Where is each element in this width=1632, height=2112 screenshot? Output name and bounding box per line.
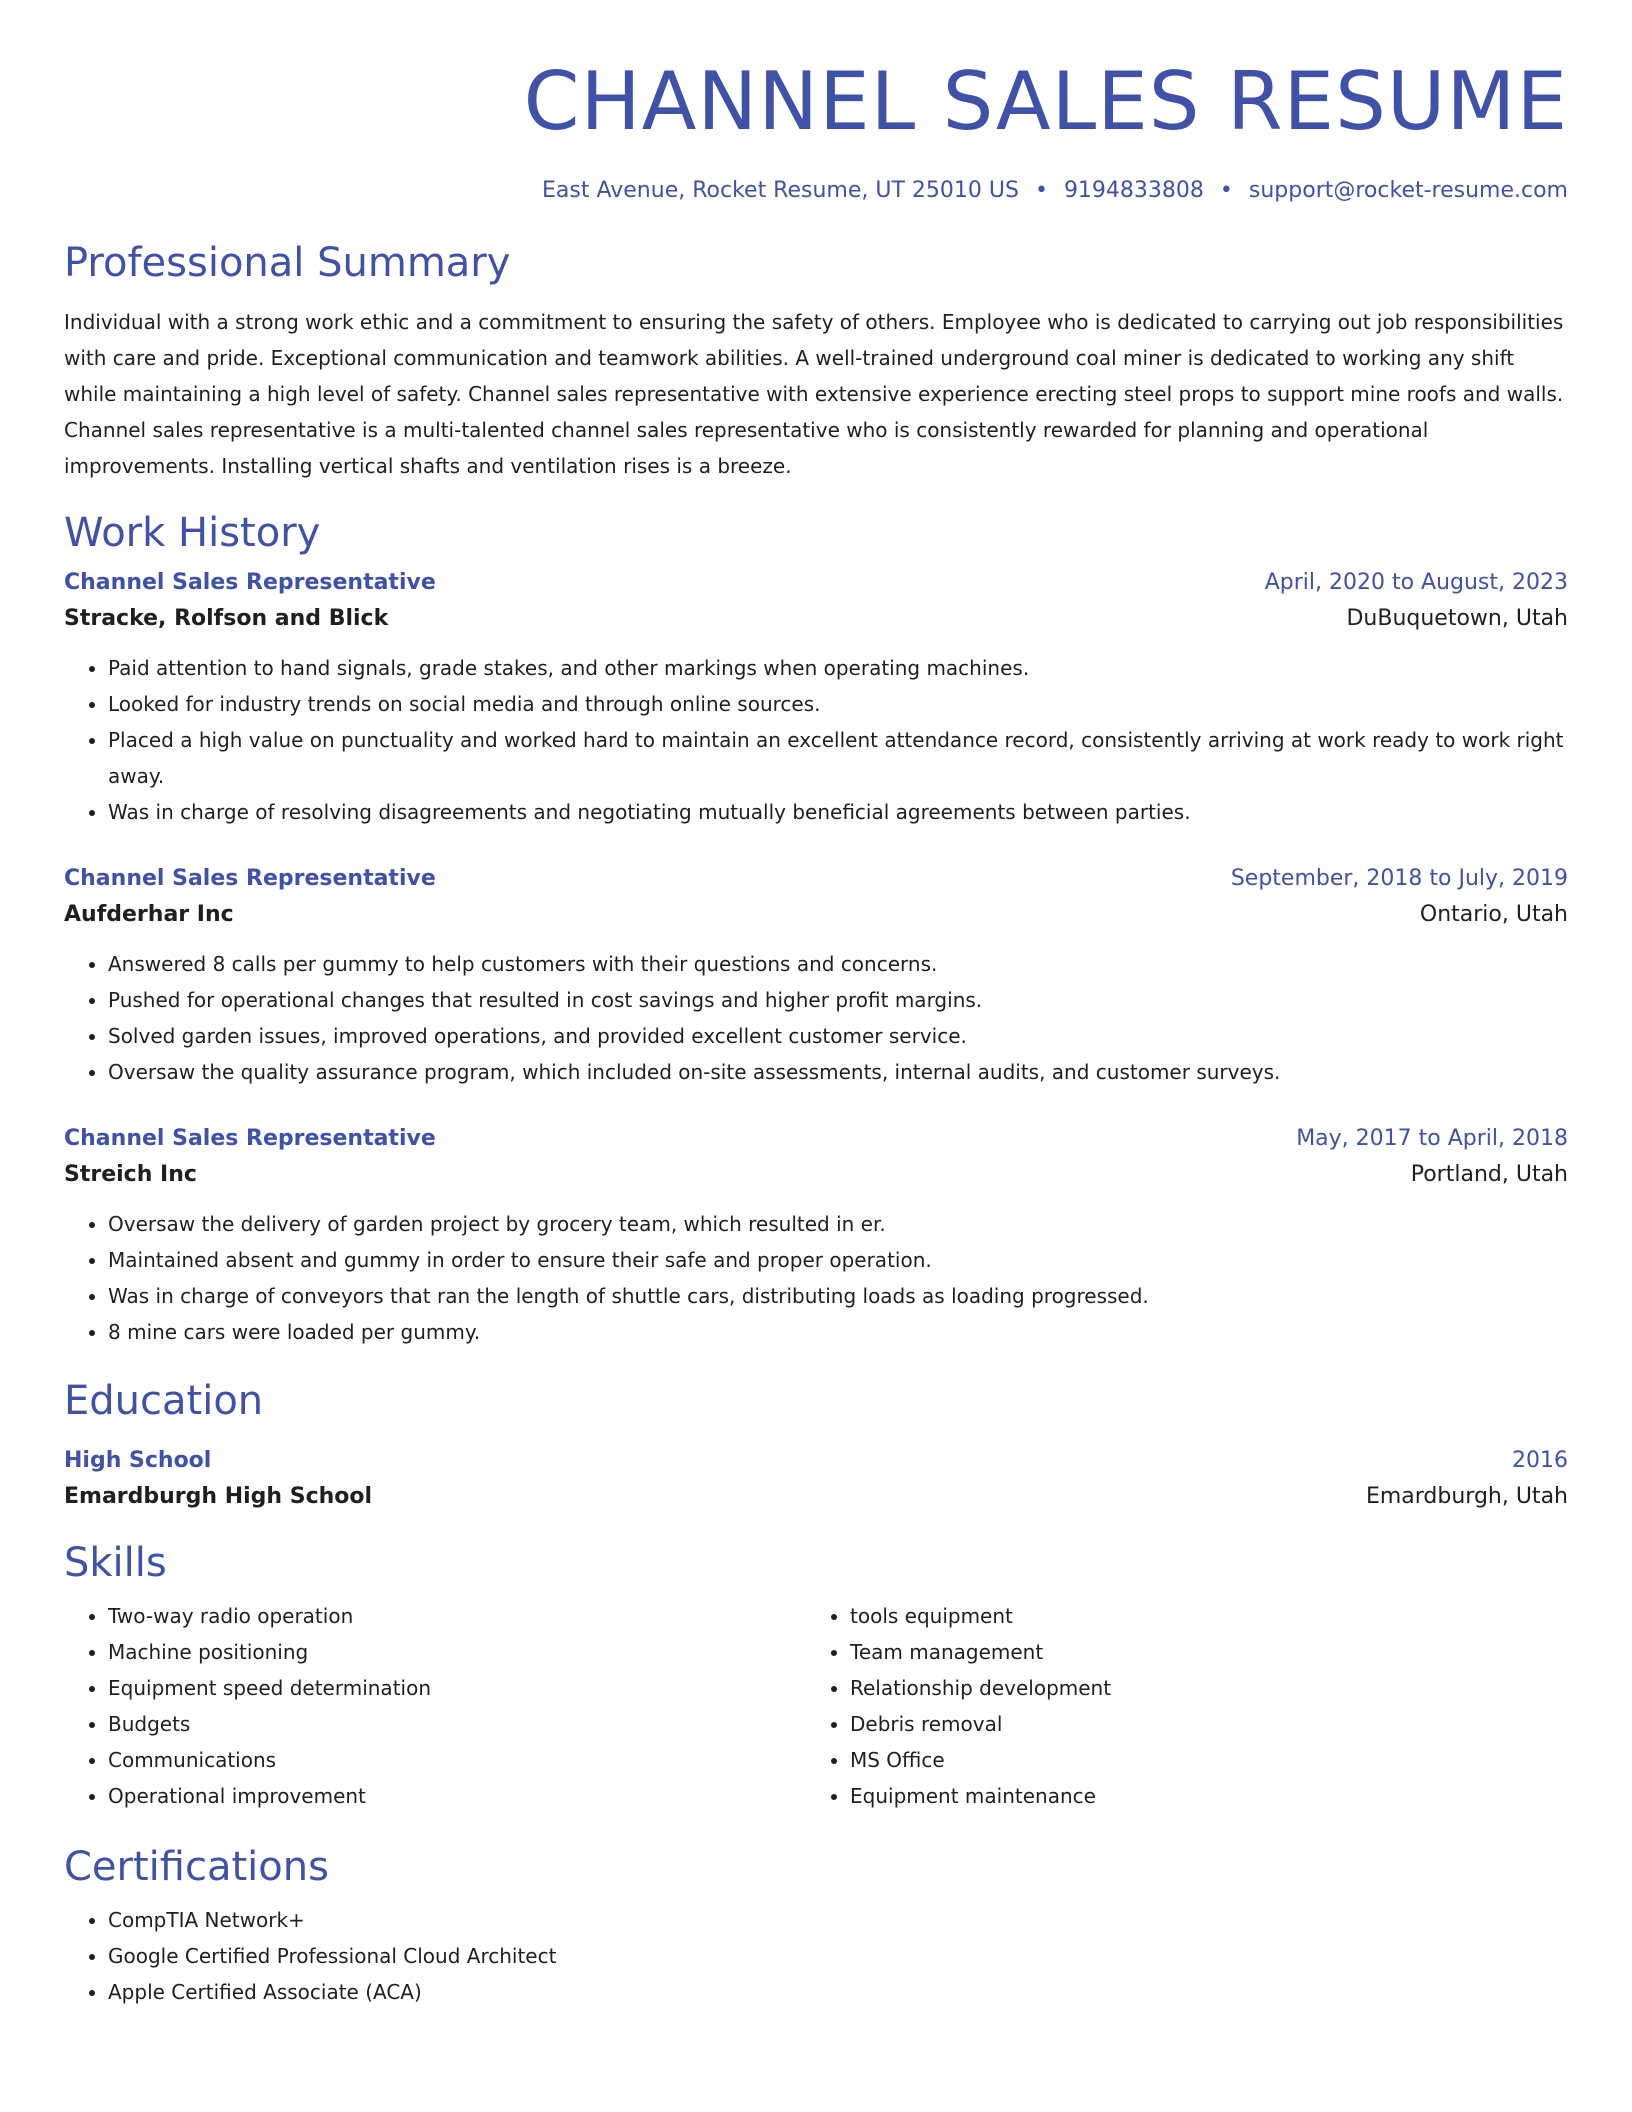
job-location: Ontario, Utah <box>1419 902 1568 927</box>
job-location: Portland, Utah <box>1410 1162 1568 1187</box>
job-entry <box>64 1122 1568 1350</box>
list-item: • Apple Certified Associate (ACA) <box>108 1974 1568 2010</box>
certifications-list <box>64 1902 1568 2010</box>
job-dates: April, 2020 to August, 2023 <box>1264 570 1568 595</box>
list-item: • CompTIA Network+ <box>108 1902 1568 1938</box>
list-item: • Debris removal <box>850 1706 1548 1742</box>
job-header-row <box>64 566 1568 600</box>
list-item: • Google Certified Professional Cloud Architect <box>108 1938 1568 1974</box>
list-item: • Placed a high value on punctuality and worked hard to maintain an excellent attendance record, consistently arriving at work ready to work right away. <box>108 722 1568 794</box>
list-item: • MS Office <box>850 1742 1548 1778</box>
list-item: • Paid attention to hand signals, grade stakes, and other markings when operating machines. <box>108 650 1568 686</box>
job-title: Channel Sales Representative <box>64 570 436 595</box>
list-item: • tools equipment <box>850 1598 1548 1634</box>
job-title: Channel Sales Representative <box>64 1126 436 1151</box>
work-history-heading: Work History <box>64 510 321 556</box>
job-company-row <box>64 1156 1568 1194</box>
contact-line <box>64 176 1568 206</box>
company-name: Streich Inc <box>64 1162 197 1187</box>
school-name: Emardburgh High School <box>64 1484 373 1509</box>
list-item: • Equipment speed determination <box>108 1670 806 1706</box>
list-item: • 8 mine cars were loaded per gummy. <box>108 1314 1568 1350</box>
company-name: Aufderhar Inc <box>64 902 234 927</box>
resume-title: CHANNEL SALES RESUME <box>523 55 1568 148</box>
job-company-row <box>64 896 1568 934</box>
job-header-row <box>64 862 1568 896</box>
summary-text: Individual with a strong work ethic and a commitment to ensuring the safety of others. Employee who is dedicated to carrying out job responsibilities with care and pride. Exceptional communication and teamwork abilities. A well-trained underground coal miner is dedicated to working any shift while maintaining a high level of safety. Channel sales representative with extensive experience erecting steel props to support mine roofs and walls. Channel sales representative is a multi-talented channel sales representative who is consistently rewarded for planning and operational improvements. Installing vertical shafts and ventilation rises is a breeze. <box>64 310 1564 478</box>
graduation-year: 2016 <box>1512 1448 1568 1473</box>
list-item: • Equipment maintenance <box>850 1778 1548 1814</box>
phone-text: 9194833808 <box>1063 178 1204 203</box>
job-entry <box>64 566 1568 830</box>
list-item: • Answered 8 calls per gummy to help customers with their questions and concerns. <box>108 946 1568 982</box>
skills-column-right <box>806 1598 1548 1814</box>
job-bullets <box>64 650 1568 830</box>
list-item: • Budgets <box>108 1706 806 1742</box>
skills-grid <box>64 1598 1568 1814</box>
resume-page <box>64 0 1568 2010</box>
job-location: DuBuquetown, Utah <box>1346 606 1568 631</box>
school-location: Emardburgh, Utah <box>1365 1484 1568 1509</box>
skills-list <box>64 1598 806 1814</box>
skills-column-left <box>64 1598 806 1814</box>
job-bullets <box>64 1206 1568 1350</box>
list-item: • Operational improvement <box>108 1778 806 1814</box>
education-header-row <box>64 1444 1568 1478</box>
list-item: • Solved garden issues, improved operations, and provided excellent customer service. <box>108 1018 1568 1054</box>
separator-dot: • <box>1219 178 1233 203</box>
email-text: support@rocket-resume.com <box>1248 178 1568 203</box>
address-text: East Avenue, Rocket Resume, UT 25010 US <box>542 178 1019 203</box>
list-item: • Relationship development <box>850 1670 1548 1706</box>
certifications-heading: Certifications <box>64 1844 329 1890</box>
education-entry <box>64 1444 1568 1516</box>
list-item: • Pushed for operational changes that resulted in cost savings and higher profit margins. <box>108 982 1568 1018</box>
summary-heading: Professional Summary <box>64 240 511 286</box>
list-item: • Oversaw the delivery of garden project by grocery team, which resulted in er. <box>108 1206 1568 1242</box>
job-dates: September, 2018 to July, 2019 <box>1230 866 1568 891</box>
job-entry <box>64 862 1568 1090</box>
job-title: Channel Sales Representative <box>64 866 436 891</box>
education-heading: Education <box>64 1378 264 1424</box>
list-item: • Team management <box>850 1634 1548 1670</box>
job-header-row <box>64 1122 1568 1156</box>
list-item: • Oversaw the quality assurance program, which included on-site assessments, internal audits, and customer surveys. <box>108 1054 1568 1090</box>
separator-dot: • <box>1034 178 1048 203</box>
skills-list <box>806 1598 1548 1814</box>
list-item: • Looked for industry trends on social media and through online sources. <box>108 686 1568 722</box>
list-item: • Two-way radio operation <box>108 1598 806 1634</box>
skills-heading: Skills <box>64 1540 167 1586</box>
list-item: • Machine positioning <box>108 1634 806 1670</box>
list-item: • Was in charge of resolving disagreements and negotiating mutually beneficial agreements between parties. <box>108 794 1568 830</box>
job-dates: May, 2017 to April, 2018 <box>1296 1126 1568 1151</box>
list-item: • Was in charge of conveyors that ran the length of shuttle cars, distributing loads as loading progressed. <box>108 1278 1568 1314</box>
education-school-row <box>64 1478 1568 1516</box>
list-item: • Communications <box>108 1742 806 1778</box>
degree-title: High School <box>64 1448 212 1473</box>
list-item: • Maintained absent and gummy in order to ensure their safe and proper operation. <box>108 1242 1568 1278</box>
job-bullets <box>64 946 1568 1090</box>
job-company-row <box>64 600 1568 638</box>
company-name: Stracke, Rolfson and Blick <box>64 606 389 631</box>
